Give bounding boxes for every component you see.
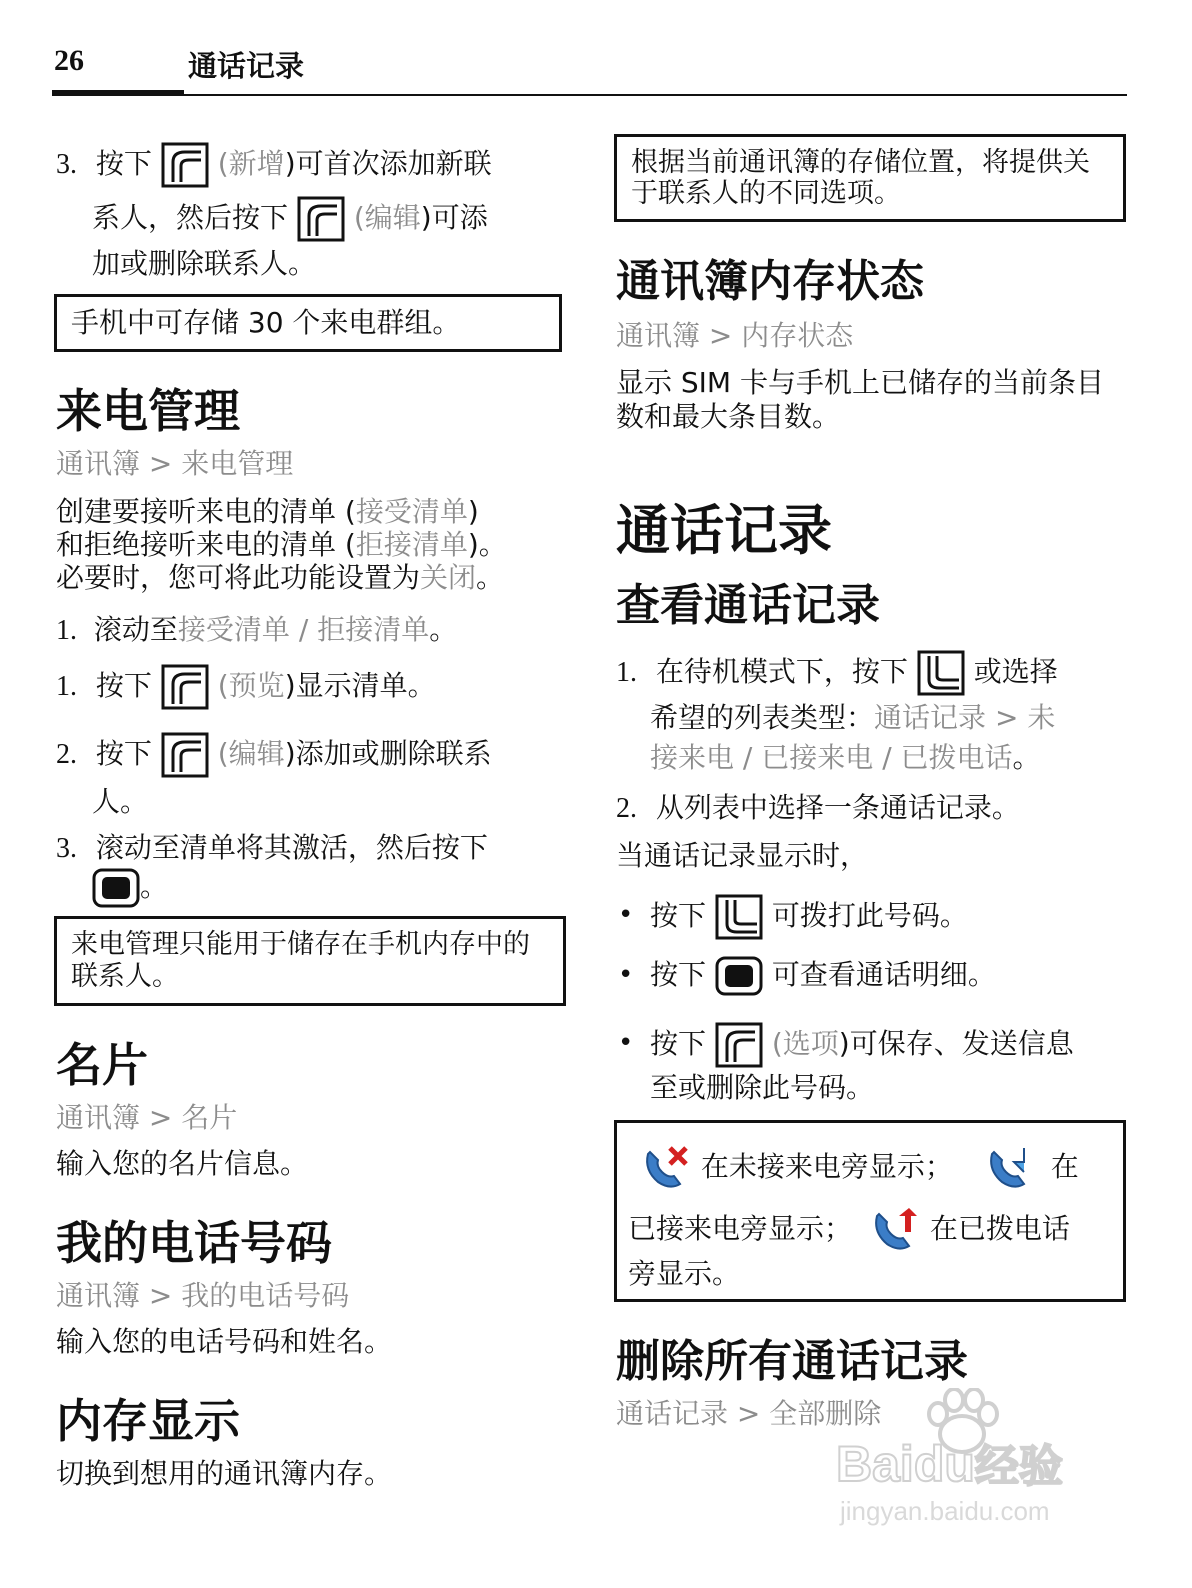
watermark-url: jingyan.baidu.com: [840, 1496, 1050, 1526]
section-title: 我的电话号码: [56, 1216, 332, 1270]
bullet-item: 按下 (选项)可保存、发送信息: [650, 1022, 1130, 1068]
list-item-cont: 人。: [92, 785, 149, 818]
list-item-cont: 。: [92, 868, 168, 908]
page-number: 26: [54, 44, 84, 77]
watermark-brand-cn: 经验: [974, 1442, 1063, 1491]
center-key-icon: [715, 956, 763, 996]
left-softkey-icon: [161, 664, 209, 710]
section-desc: 显示 SIM 卡与手机上已储存的当前条目数和最大条目数。: [616, 366, 1104, 434]
header-rule-thick: [52, 90, 184, 96]
list-item-cont: 加或删除联系人。: [92, 247, 317, 280]
header-title: 通话记录: [188, 49, 305, 83]
watermark-brand2: du: [913, 1436, 975, 1492]
list-item: 3. 滚动至清单将其激活，然后按下: [56, 831, 488, 864]
list-item: [56, 142, 576, 188]
item-text: 按下: [95, 147, 152, 180]
section-title: 来电管理: [56, 384, 240, 438]
list-item-cont: 系人，然后按下 (编辑)可添: [92, 196, 572, 242]
left-softkey-icon: [715, 1022, 763, 1068]
note-line: 在未接来电旁显示； 在: [640, 1144, 1079, 1192]
bullet-dot: •: [618, 960, 634, 990]
menu-path: 通讯簿 > 名片: [56, 1101, 238, 1134]
note-box: [54, 916, 566, 1006]
softkey-term: 新增: [228, 147, 285, 180]
item-text: 可首次添加新联: [295, 147, 492, 180]
dialed-call-icon: [869, 1206, 921, 1254]
left-softkey-icon: [161, 142, 209, 188]
section-title: 删除所有通话记录: [616, 1336, 968, 1387]
bullet-dot: •: [618, 900, 634, 930]
section-title: 内存显示: [56, 1394, 240, 1448]
list-item: 1. 在待机模式下，按下 或选择: [616, 650, 1136, 696]
note-text: 手机中可存储 30 个来电群组。: [71, 306, 461, 339]
section-title: 查看通话记录: [616, 580, 880, 631]
note-line: 旁显示。: [628, 1257, 741, 1290]
menu-path: 通讯簿 > 内存状态: [616, 319, 854, 352]
list-item-cont: 希望的列表类型：通话记录 > 未: [650, 701, 1056, 734]
note-box: [614, 134, 1126, 222]
header-rule: [52, 94, 1127, 96]
chapter-title: 通话记录: [616, 499, 832, 562]
list-item: 1. 按下 (预览)显示清单。: [56, 664, 436, 710]
call-key-icon: [715, 894, 763, 940]
watermark: [836, 1388, 1126, 1538]
softkey-term: 编辑: [364, 201, 421, 234]
received-call-icon: [984, 1144, 1036, 1192]
section-desc: 切换到想用的通讯簿内存。: [56, 1457, 393, 1490]
item-text: 可添: [431, 201, 488, 234]
list-item-cont: 接来电 / 已接来电 / 已拨电话。: [650, 741, 1041, 774]
note-text: 来电管理只能用于储存在手机内存中的联系人。: [71, 929, 530, 992]
section-title: 名片: [56, 1038, 148, 1092]
call-key-icon: [917, 650, 965, 696]
menu-path: 通讯簿 > 来电管理: [56, 447, 294, 480]
watermark-brand: Bai: [836, 1436, 914, 1492]
note-line: 已接来电旁显示； 在已拨电话: [628, 1206, 1070, 1254]
bullet-item: 按下 可查看通话明细。: [650, 956, 996, 996]
list-item: 2. 按下 (编辑)添加或删除联系: [56, 732, 576, 778]
section-title: 通讯簿内存状态: [616, 256, 924, 307]
menu-path: 通讯簿 > 我的电话号码: [56, 1279, 350, 1312]
list-item: 1. 滚动至接受清单 / 拒接清单。: [56, 613, 458, 646]
item-number: 3.: [56, 149, 77, 180]
left-softkey-icon: [161, 732, 209, 778]
left-softkey-icon: [297, 196, 345, 242]
paren: ): [284, 147, 296, 180]
note-box: [54, 294, 562, 352]
missed-call-icon: [640, 1144, 692, 1192]
list-item: 2. 从列表中选择一条通话记录。: [616, 791, 1020, 824]
section-desc: 创建要接听来电的清单 (接受清单) 和拒绝接听来电的清单 (拒接清单)。 必要时，您可将此功能设置为关闭。: [56, 495, 507, 594]
menu-path: 通话记录 > 全部删除: [616, 1397, 882, 1430]
paren: (: [217, 147, 229, 180]
section-desc: 当通话记录显示时，: [616, 839, 869, 872]
note-text: 根据当前通讯簿的存储位置，将提供关于联系人的不同选项。: [631, 147, 1090, 210]
bullet-item: 按下 可拨打此号码。: [650, 894, 968, 940]
section-desc: 输入您的电话号码和姓名。: [56, 1325, 393, 1358]
bullet-item-cont: 至或删除此号码。: [650, 1071, 875, 1104]
center-key-icon: [92, 868, 140, 908]
section-desc: 输入您的名片信息。: [56, 1147, 309, 1180]
bullet-dot: •: [618, 1028, 634, 1058]
item-text: 系人，然后按下: [92, 201, 289, 234]
